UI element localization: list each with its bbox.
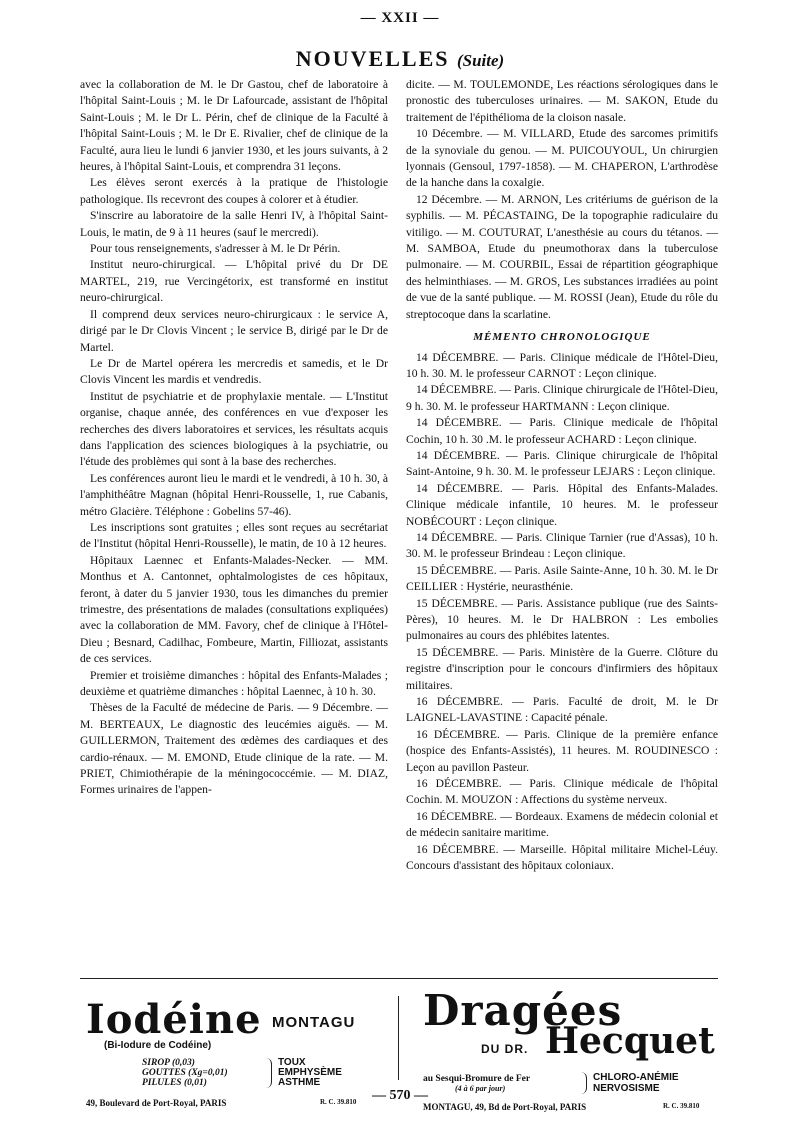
paragraph: Les conférences auront lieu le mardi et le vendredi, à 10 h. 30, à l'amphithéâtre Magnan (hôpital Henri-Rousselle, 1, rue Cabanis, métro Glacière. Téléphone : Gobelins 57-46).: [80, 471, 388, 518]
page-roman-numeral: — XXII —: [360, 10, 440, 26]
indication-item: ASTHME: [278, 1077, 321, 1088]
memento-entry: 15 DÉCEMBRE. — Paris. Asile Sainte-Anne, 10 h. 30. M. le Dr CEILLIER : Hystérie, neurasthénie.: [406, 563, 718, 594]
paragraph: 12 Décembre. — M. ARNON, Les critériums de guérison de la syphilis. — M. PÉCASTAING, De la topographie radiculaire du vitiligo. — M. COUTURAT, L'anesthésie au cours du tétanos. — M. SAMBOA, Etude du pneumothorax dans la tuberculose pulmonaire. — M. COURBIL, Essai de répartition géographique des helminthiases. — M. GROS, Les substances irradiées au point de vue de la santé publique. — M. ROSSI (Jean), Etude du rôle du streptocoque dans la scarlatine.: [406, 192, 718, 321]
iodeine-address: 49, Boulevard de Port-Royal, PARIS: [86, 1098, 227, 1108]
memento-entry: 14 DÉCEMBRE. — Paris. Clinique medicale de l'hôpital Cochin, 10 h. 30 .M. le professeur ACHARD : Leçon clinique.: [406, 416, 718, 446]
memento-entry: 16 DÉCEMBRE. — Marseille. Hôpital militaire Michel-Léuy. Concours d'assistant des hôpitaux coloniaux.: [406, 842, 718, 873]
paragraph: Thèses de la Faculté de médecine de Paris. — 9 Décembre. — M. BERTEAUX, Le diagnostic des leucémies aiguës. — M. GUILLERMON, Traitement des œdèmes des cardiaques et des cardio-rénaux. — M. EMOND, Etude clinique de la rate. — M. PRIET, Chimiothérapie de la méningococcémie. — M. DIAZ, Formes urinaires de l'appen-: [80, 701, 388, 797]
ad-divider: [80, 978, 718, 979]
iodeine-maker: MONTAGU: [272, 1014, 356, 1031]
title-main: NOUVELLES: [295, 46, 450, 71]
memento-entry: 15 DÉCEMBRE. — Paris. Assistance publique (rue des Saints-Pères), 10 heures. M. le Dr HALBRON : Les embolies pulmonaires au cours des phlébites latentes.: [406, 596, 718, 643]
left-column: [80, 77, 388, 799]
dragees-du: DU DR.: [481, 1042, 529, 1056]
form-item: SIROP (0,03): [142, 1058, 195, 1068]
iodeine-brand: Iodéine: [86, 996, 262, 1043]
dragees-rc: R. C. 39.810: [663, 1102, 700, 1110]
memento-entry: 16 DÉCEMBRE. — Bordeaux. Examens de médecin colonial et de médecin sanitaire maritime.: [406, 809, 718, 840]
dragees-address: MONTAGU, 49, Bd de Port-Royal, PARIS: [423, 1102, 587, 1112]
memento-entry: 14 DÉCEMBRE. — Paris. Hôpital des Enfants-Malades. Clinique médicale infantile, 10 heures. M. le professeur NOBÉCOURT : Leçon clinique.: [406, 481, 718, 528]
memento-entry: 14 DÉCEMBRE. — Paris. Clinique médicale de l'Hôtel-Dieu, 10 h. 30. M. le professeur CARNOT : Leçon clinique.: [406, 350, 718, 380]
page-number: — 570 —: [372, 1088, 428, 1103]
dragees-dose: (4 à 6 par jour): [455, 1084, 506, 1093]
right-column: [406, 77, 718, 875]
dragees-name: Hecquet: [545, 1020, 715, 1062]
dragees-composition: au Sesqui-Bromure de Fer: [423, 1074, 531, 1084]
paragraph: S'inscrire au laboratoire de la salle Henri IV, à l'hôpital Saint-Louis, le matin, de 9 à 11 heures (sauf le mercredi).: [80, 209, 388, 239]
indication-item: TOUX: [278, 1057, 306, 1068]
paragraph: Institut neuro-chirurgical. — L'hôpital privé du Dr DE MARTEL, 219, rue Vercingétorix, est transformé en institut neuro-chirurgical.: [80, 258, 388, 305]
indication-item: EMPHYSÈME: [278, 1067, 342, 1078]
memento-entry: 16 DÉCEMBRE. — Paris. Clinique de la première enfance (hospice des Enfants-Assistés), 11 heures. M. ROUDINESCO : Leçon au pavillon Pasteur.: [406, 727, 718, 774]
paragraph: Les élèves seront exercés à la pratique de l'histologie pathologique. Ils recevront des coupes à colorer et à étudier.: [80, 176, 388, 206]
paragraph: avec la collaboration de M. le Dr Gastou, chef de laboratoire à l'hôpital Saint-Louis ; M. le Dr Lafourcade, assistant de l'hôpital Saint-Louis ; M. le Dr L. Périn, chef de clinique de la Faculté à l'hôpital Saint-Louis ; M. le Dr E. Rivalier, chef de clinique de la Faculté, aura lieu le lundi 6 janvier 1930, et les jours suivants, à 2 heures, à l'hôpital Saint-Louis, et comprendra 31 leçons.: [80, 78, 388, 174]
paragraph: Pour tous renseignements, s'adresser à M. le Dr Périn.: [90, 242, 341, 256]
indication-item: NERVOSISME: [593, 1083, 660, 1094]
memento-entry: 16 DÉCEMBRE. — Paris. Clinique médicale de l'hôpital Cochin. M. MOUZON : Affections du système nerveux.: [406, 777, 718, 807]
paragraph: Premier et troisième dimanches : hôpital des Enfants-Malades ; deuxième et quatrième dimanches : hôpital Laennec, à 10 h. 30.: [80, 668, 388, 699]
paragraph: Il comprend deux services neuro-chirurgicaux : le service A, dirigé par le Dr Clovis Vincent ; le service B, dirigé par le Dr de Martel.: [80, 307, 388, 354]
memento-title: MÉMENTO CHRONOLOGIQUE: [473, 331, 651, 344]
memento-entry: 14 DÉCEMBRE. — Paris. Clinique chirurgicale de l'hôpital Saint-Antoine, 9 h. 30. M. le professeur LEJARS : Leçon clinique.: [406, 448, 718, 479]
paragraph: Le Dr de Martel opérera les mercredis et samedis, et le Dr Clovis Vincent les mardis et vendredis.: [80, 356, 388, 387]
dragees-brand: Dragées: [423, 986, 623, 1035]
paragraph: 10 Décembre. — M. VILLARD, Etude des sarcomes primitifs de la synoviale du genou. — M. PUICOUYOUL, Un chirurgien lyonnais (Gensoul, 1797-1858). — M. CHAPERON, L'arthrodèse de la hanche dans la coxalgie.: [406, 127, 718, 190]
iodeine-subtitle: (Bi-Iodure de Codéine): [104, 1040, 212, 1051]
memento-entry: 14 DÉCEMBRE. — Paris. Clinique Tarnier (rue d'Assas), 10 h. 30. M. le professeur Brindeau : Leçon clinique.: [406, 530, 718, 561]
paragraph: dicite. — M. TOULEMONDE, Les réactions sérologiques dans le pronostic des tuberculoses urinaires. — M. SAKON, Etude du traitement de l'épithélioma de la cloison nasale.: [406, 78, 718, 124]
title-suite: (Suite): [456, 51, 505, 70]
iodeine-rc: R. C. 39.810: [320, 1098, 357, 1106]
page-title: [0, 46, 800, 72]
brace-icon: [266, 1058, 272, 1088]
form-item: GOUTTES (Xg=0,01): [142, 1068, 228, 1078]
ad-vertical-divider: [398, 996, 399, 1080]
iodeine-advertisement: [80, 990, 380, 1108]
form-item: PILULES (0,01): [142, 1078, 207, 1088]
memento-entry: 14 DÉCEMBRE. — Paris. Clinique chirurgicale de l'Hôtel-Dieu, 9 h. 30. M. le professeur HARTMANN : Leçon clinique.: [406, 383, 718, 413]
memento-entry: 16 DÉCEMBRE. — Paris. Faculté de droit, M. le Dr LAIGNEL-LAVASTINE : Capacité pénale.: [406, 695, 718, 725]
indication-item: CHLORO-ANÉMIE: [593, 1072, 679, 1083]
iodeine-indications: [278, 1058, 342, 1088]
paragraph: Institut de psychiatrie et de prophylaxie mentale. — L'Institut organise, chaque année, des conférences en vue d'exposer les recherches des divers laboratoires et services, les résultats acquis dans l'application des sciences biologiques à la psychiatrie, ou l'étude des problèmes qui sont à la base des recherches.: [80, 389, 388, 469]
paragraph: Hôpitaux Laennec et Enfants-Malades-Necker. — MM. Monthus et A. Cantonnet, ophtalmologistes de ces hôpitaux, feront, à dater du 5 janvier 1930, tous les dimanches du premier trimestre, des présentations de malades (consultations expliquées) avec la collaboration de MM. Favory, chef de clinique à l'Hôtel-Dieu ; Besnard, Cadilhac, Fombeure, Martin, Filliozat, assistants de ces services.: [80, 553, 388, 666]
memento-entry: 15 DÉCEMBRE. — Paris. Ministère de la Guerre. Clôture du registre d'inscription pour le concours d'infirmiers des hôpitaux militaires.: [406, 645, 718, 692]
dragees-advertisement: [415, 986, 720, 1112]
paragraph: Les inscriptions sont gratuites ; elles sont reçues au secrétariat de l'Institut (hôpital Henri-Rousselle), le matin, de 10 à 12 heures.: [80, 520, 388, 551]
iodeine-forms: [142, 1058, 228, 1088]
